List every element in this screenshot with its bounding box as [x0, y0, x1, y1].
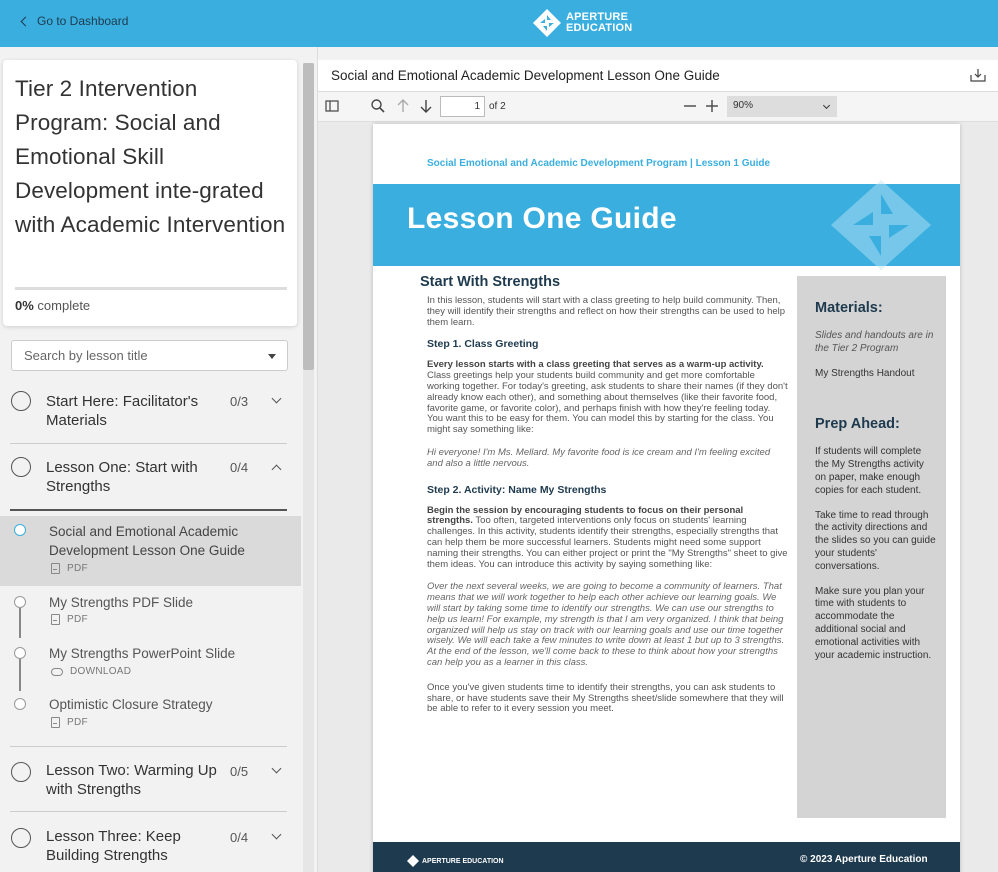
zoom-value: 90%: [733, 100, 754, 111]
pdf-step2-title: Step 2. Activity: Name My Strengths: [427, 483, 607, 496]
materials-item: My Strengths Handout: [815, 367, 915, 379]
sub-item-type-label: PDF: [67, 717, 88, 728]
footer-logo: [407, 855, 504, 867]
pdf-section-title: Start With Strengths: [420, 274, 561, 290]
viewer-title: Social and Emotional Academic Development Lesson One Guide: [331, 68, 720, 83]
search-lesson-dropdown[interactable]: [11, 340, 288, 371]
sub-item-title: Optimistic Closure Strategy: [49, 697, 213, 712]
lesson-start-here[interactable]: [0, 389, 300, 443]
progress-bar: [15, 287, 287, 290]
prep-title: Prep Ahead:: [815, 416, 900, 433]
lesson-two[interactable]: [0, 760, 300, 814]
prep-item: Make sure you plan your time with students to accommodate the additional social and emotional activities with your academic instruction.: [815, 585, 932, 661]
lesson-one[interactable]: [0, 455, 300, 509]
sub-item-optimistic-closure[interactable]: [0, 695, 301, 741]
pdf-step2-lead: Begin the session by encouraging students to focus on their personal strengths.: [427, 504, 744, 527]
top-bar: [0, 0, 998, 47]
lesson-status-circle-icon: [11, 762, 31, 782]
search-icon[interactable]: [370, 98, 386, 114]
page-number-input[interactable]: 1: [440, 96, 485, 117]
chevron-left-icon: [21, 16, 31, 26]
prep-item: Take time to read through the activity directions and the slides so you can guide your students' conversations.: [815, 509, 936, 572]
lesson-three[interactable]: [0, 826, 300, 872]
sidebar-scrollbar[interactable]: [303, 63, 314, 872]
arrow-down-icon[interactable]: [418, 98, 434, 114]
pdf-toolbar: [318, 92, 998, 122]
lesson-count: 0/4: [230, 460, 249, 475]
pdf-page: [373, 124, 960, 872]
sub-item-type: [51, 666, 131, 677]
caret-down-icon: [268, 354, 276, 359]
pdf-banner: [373, 184, 960, 266]
sub-item-type-label: PDF: [67, 614, 88, 625]
aperture-mark-icon: [831, 180, 931, 270]
pdf-step1-text: [427, 360, 788, 436]
pdf-step1-quote: Hi everyone! I'm Ms. Mellard. My favorite food is ice cream and I'm feeling excited and also a little nervous.: [427, 446, 771, 469]
chevron-down-icon[interactable]: [272, 764, 282, 774]
document-icon: [51, 614, 60, 625]
lesson-title: Lesson Three: Keep Building Strengths: [46, 828, 181, 864]
lesson-divider: [10, 509, 287, 511]
document-viewer: [318, 60, 998, 872]
sub-item-status-dot-icon: [14, 596, 26, 608]
lesson-count: 0/4: [230, 830, 249, 845]
sub-item-title: Social and Emotional Academic Development Lesson One Guide: [49, 524, 245, 558]
sub-item-type: [51, 717, 88, 728]
footer-copyright: © 2023 Aperture Education: [800, 854, 928, 865]
page-total: of 2: [489, 101, 506, 112]
aperture-logo-icon: [532, 8, 562, 38]
lesson-sidebar: [0, 47, 318, 872]
sub-item-title: My Strengths PDF Slide: [49, 595, 194, 610]
sub-item-lesson-one-guide[interactable]: [0, 516, 301, 586]
pdf-step2-body: Too often, targeted interventions only focus on students' learning challenges. In this activity, students identify their strengths, especially strengths that can help them be more successful learners. Students might need some support naming their strengths. You can either project or print the "My Strengths" sheet to give them ideas. You can introduce this activity by saying something like:: [427, 515, 788, 570]
materials-title: Materials:: [815, 300, 883, 316]
sub-item-type: [51, 614, 88, 625]
download-icon[interactable]: [970, 68, 986, 82]
prep-item: If students will complete the My Strengths activity on paper, make enough copies for each student.: [815, 446, 924, 496]
chevron-down-icon[interactable]: [272, 394, 282, 404]
lesson-title: Lesson Two: Warming Up with Strengths: [46, 762, 217, 798]
sub-item-type-label: DOWNLOAD: [70, 666, 132, 677]
progress-percent: 0%: [15, 298, 34, 313]
sidebar-scroll-thumb[interactable]: [303, 63, 314, 370]
go-to-dashboard-link[interactable]: [22, 14, 128, 28]
document-icon: [51, 717, 60, 728]
sidebar-toggle-icon[interactable]: [324, 98, 340, 114]
viewer-header: [318, 60, 998, 92]
lesson-divider: [10, 811, 287, 812]
aperture-logo: [532, 8, 632, 38]
sub-item-my-strengths-pdf[interactable]: [0, 592, 301, 638]
lesson-status-circle-icon: [11, 391, 31, 411]
lesson-divider: [10, 746, 287, 747]
cloud-download-icon: [51, 668, 63, 676]
chevron-down-icon[interactable]: [272, 830, 282, 840]
pdf-footer: [373, 842, 960, 872]
pdf-intro: In this lesson, students will start with a class greeting to help build community. Then, they will identify their strengths and reflect on how their strengths can be used to help them learn.: [427, 295, 786, 328]
aperture-logo-icon: [407, 855, 419, 867]
sub-item-my-strengths-ppt[interactable]: [0, 644, 301, 690]
chevron-up-icon[interactable]: [272, 465, 282, 475]
lesson-divider: [10, 443, 287, 444]
pdf-step1-title: Step 1. Class Greeting: [427, 338, 539, 351]
document-icon: [51, 563, 60, 574]
arrow-up-icon[interactable]: [395, 98, 411, 114]
pdf-step1-body: Class greetings help your students build community and get more comfortable working together. For today's greeting, ask students to share their names (if they don't already know each other), and something about themselves (like their favorite food, favorite game, or favorite color), and perhaps finish with how they're feeling today. You want this to be easy for them. You can model this by starting for the class. You might say something like:: [427, 370, 788, 436]
pdf-step2-quote: Over the next several weeks, we are going to become a community of learners. That means that we will work together to help each other achieve our learning goals. We will start by taking some time to identify our strengths. We can use our strengths to help us learn! For example, my strength is that I am very organized. I think that being organized will help us stay on track with our learning goals and use our time together wisely. We will each take a few minutes to write down at least 1 but up to 3 strengths. At the end of the lesson, we'll come back to these to think about how your strengths can help you as a learner in this class.: [427, 581, 785, 668]
progress-text: [15, 298, 90, 313]
course-title: Tier 2 Intervention Program: Social and Emotional Skill Development inte-grated with Academic Intervention: [15, 76, 286, 237]
progress-suffix: complete: [33, 298, 91, 313]
go-to-dashboard-label: Go to Dashboard: [37, 14, 129, 28]
pdf-sidebar-box: [797, 276, 946, 818]
logo-line-1: APERTURE: [566, 11, 629, 23]
search-placeholder: Search by lesson title: [24, 348, 148, 363]
sub-item-status-dot-icon: [14, 698, 26, 710]
lesson-status-circle-icon: [11, 828, 31, 848]
footer-logo-text: APERTURE EDUCATION: [422, 857, 504, 865]
lesson-title: Start Here: Facilitator's Materials: [46, 393, 199, 429]
materials-note: Slides and handouts are in the Tier 2 Program: [815, 330, 934, 354]
pdf-banner-title: Lesson One Guide: [407, 202, 677, 235]
chevron-down-icon: [823, 102, 830, 109]
pdf-main-column: [420, 274, 788, 723]
lesson-title: Lesson One: Start with Strengths: [46, 459, 198, 495]
sub-item-type: [51, 563, 88, 574]
lesson-status-circle-icon: [11, 457, 31, 477]
sub-item-type-label: PDF: [67, 563, 88, 574]
pdf-running-head: Social Emotional and Academic Development Program | Lesson 1 Guide: [427, 158, 771, 169]
zoom-in-icon[interactable]: [704, 98, 720, 114]
logo-line-2: EDUCATION: [566, 22, 633, 34]
sub-item-title: My Strengths PowerPoint Slide: [49, 646, 236, 661]
lesson-count: 0/5: [230, 764, 249, 779]
course-card: [3, 60, 297, 326]
lesson-count: 0/3: [230, 394, 249, 409]
sub-item-status-dot-icon: [14, 647, 26, 659]
zoom-select[interactable]: [727, 96, 837, 117]
zoom-out-icon[interactable]: [682, 98, 698, 114]
pdf-step2-text: [427, 506, 788, 571]
pdf-step1-lead: Every lesson starts with a class greeting that serves as a warm-up activity.: [427, 359, 764, 371]
pdf-closing: Once you've given students time to identify their strengths, you can ask students to share, or have students save their My Strengths sheet/slide somewhere that they will be able to refer to it every session you meet.: [427, 681, 784, 715]
sub-item-status-dot-icon: [14, 524, 26, 536]
